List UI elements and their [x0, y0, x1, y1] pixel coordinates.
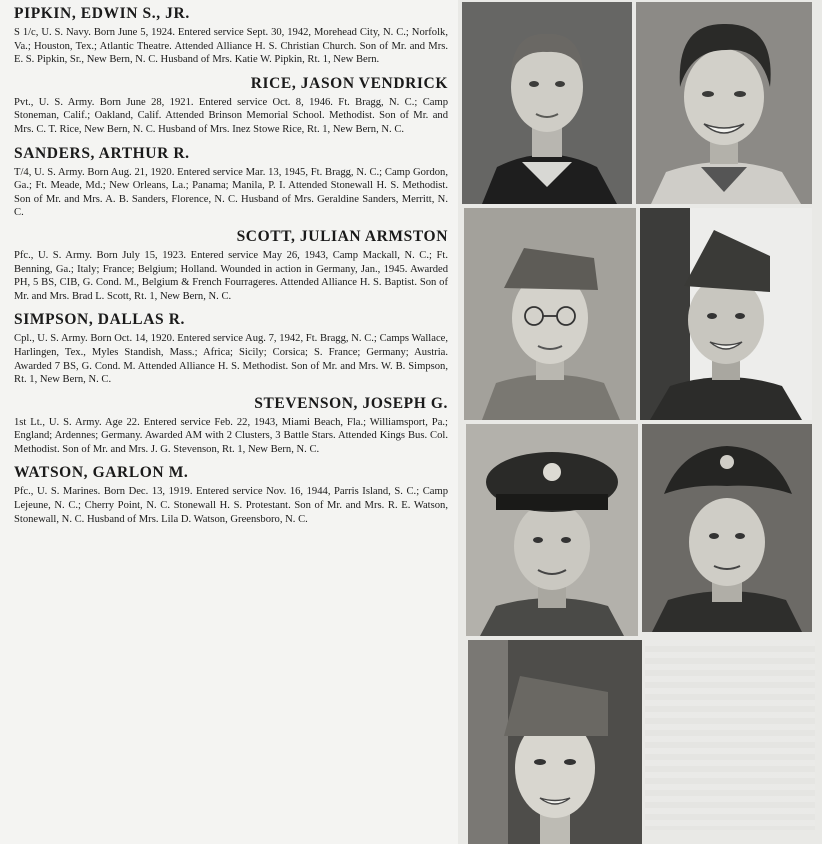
entry-bio: Pfc., U. S. Marines. Born Dec. 13, 1919. Entered service Nov. 16, 1944, Parris Island, S. C.; Camp Lejeune, N. C.; Cherry Point, N. C. Stonewall H. S. Protestant. Son of Mr. and Mrs. R. E. Watson, Stonewall, N. C. Husband of Mrs. Lila D. Watson, Greensboro, N. C. [14, 486, 448, 525]
portrait-simpson-image [466, 424, 638, 636]
biography-column [14, 4, 448, 533]
portrait-scott-image [640, 208, 812, 420]
entry-simpson [14, 310, 448, 386]
portrait-stevenson-image [642, 424, 812, 632]
portrait-pipkin [462, 2, 632, 204]
entry-bio: Cpl., U. S. Army. Born Oct. 14, 1920. Entered service Aug. 7, 1942, Ft. Bragg, N. C.; Camps Wallace, Harlingen, Tex., Myles Standish, Mass.; Africa; Sicily; Corsica; S. France; Germany; Austria. Awarded 7 BS, G. Cond. M. Attended Alliance H. S. Methodist. Son of Mr. and Mrs. W. B. Simpson, Rt. 1, New Bern, N. C. [14, 333, 448, 386]
entry-name: SIMPSON, DALLAS R. [14, 311, 185, 329]
portrait-stevenson [642, 424, 812, 632]
portrait-watson-image [468, 640, 642, 844]
entry-rice [14, 74, 448, 137]
entry-name: PIPKIN, EDWIN S., JR. [14, 5, 190, 22]
entry-bio: Pfc., U. S. Army. Born July 15, 1923. Entered service May 26, 1943, Camp Mackall, N. C.; Ft. Benning, Ga.; Italy; France; Belgium; Holland. Wounded in action in Germany, Jan., 1945. Awarded PH, 5 BS, CIB, G. Cond. M., Belgium & French Fourrageres. Attended Alliance H. S. Baptist. Son of Mr. and Mrs. Brad L. Scott, Rt. 1, New Bern, N. C. [14, 249, 448, 302]
entry-sanders [14, 144, 448, 220]
entry-watson [14, 463, 448, 526]
bleed-through-area [645, 640, 815, 830]
entry-name: RICE, JASON VENDRICK [250, 74, 448, 92]
portrait-sanders-image [464, 208, 636, 420]
portrait-simpson [466, 424, 638, 636]
entry-bio: T/4, U. S. Army. Born Aug. 21, 1920. Entered service Mar. 13, 1945, Ft. Bragg, N. C.; Camp Gordon, Ga.; Ft. Meade, Md.; New Orleans, La.; Panama; Manila, P. I. Attended Stonewall H. S. Methodist. Son of Mr. and Mrs. A. B. Sanders, Florence, N. C. Husband of Mrs. Geraldine Sanders, Merritt, N. C. [14, 166, 448, 219]
portrait-rice [636, 2, 812, 204]
entry-scott [14, 227, 448, 303]
entry-stevenson [14, 394, 448, 457]
entry-pipkin [14, 4, 448, 67]
entry-bio: 1st Lt., U. S. Army. Age 22. Entered service Feb. 22, 1943, Miami Beach, Fla.; Williamsport, Pa.; England; Ardennes; Germany. Awarded AM with 2 Clusters, 3 Battle Stars. Attended Kings Bus. Col. Methodist. Son of Mr. and Mrs. J. G. Stevenson, Rt. 1, New Bern, N. C. [14, 416, 448, 455]
entry-bio: Pvt., U. S. Army. Born June 28, 1921. Entered service Oct. 8, 1946. Ft. Bragg, N. C.; Camp Stoneman, Calif.; Oakland, Calif. Attended Brinson Memorial School. Methodist. Son of Mr. and Mrs. C. T. Rice, New Bern, N. C. Husband of Mrs. Inez Stowe Rice, Rt. 1, New Bern, N. C. [14, 96, 448, 135]
entry-name: SCOTT, JULIAN ARMSTON [236, 227, 448, 245]
entry-name: SANDERS, ARTHUR R. [14, 144, 190, 162]
entry-name: WATSON, GARLON M. [14, 464, 189, 482]
portrait-scott [640, 208, 812, 420]
entry-name: STEVENSON, JOSEPH G. [254, 394, 448, 412]
portrait-rice-image [636, 2, 812, 204]
entry-bio: S 1/c, U. S. Navy. Born June 5, 1924. Entered service Sept. 30, 1942, Morehead City, N. C.; Norfolk, Va.; Houston, Tex.; Atlantic Theatre. Attended Alliance H. S. Christian Church. Son of Mr. and Mrs. E. S. Pipkin, Sr., New Bern, N. C. Husband of Mrs. Katie W. Pipkin, Rt. 1, New Bern. [14, 27, 448, 66]
portrait-pipkin-image [462, 2, 632, 204]
portrait-watson [468, 640, 642, 844]
portrait-sanders [464, 208, 636, 420]
